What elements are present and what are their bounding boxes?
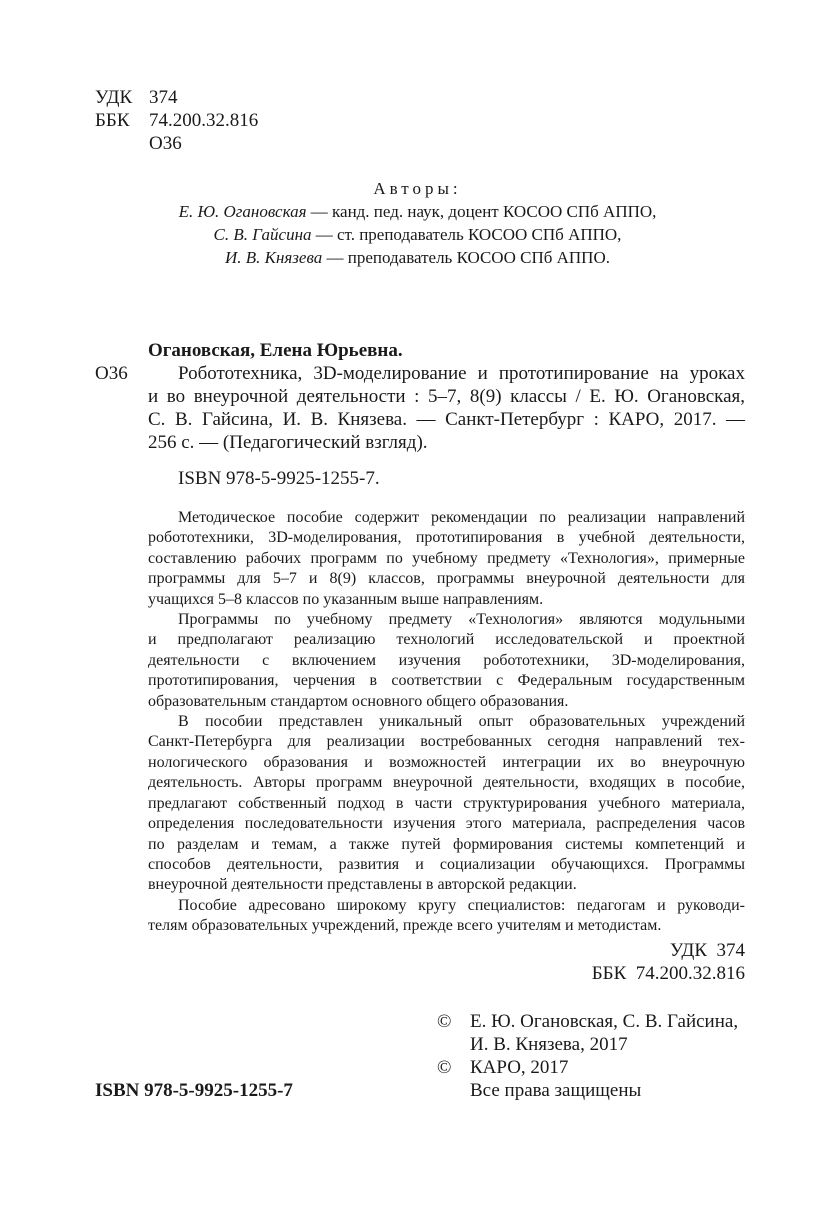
annotation-line: внеурочной деятельности представлены в авторской редакции.: [148, 876, 577, 894]
annotation: [148, 508, 745, 937]
classification-codes: [95, 86, 258, 155]
annotation-line: и предполагают реализацию технологий исследовательской и проектной: [148, 631, 745, 649]
bbk-code: ББК 74.200.32.816: [591, 963, 745, 984]
author-role: — ст. преподаватель КОСОО СПб АППО,: [311, 225, 622, 244]
annotation-line: образовательным стандартом основного общего образования.: [148, 692, 569, 710]
annotation-line: составлению рабочих программ по учебному предмету «Технология», примерные: [148, 549, 745, 567]
annotation-line: Программы по учебному предмету «Технология» являются модульными: [178, 611, 745, 629]
annotation-line: Методическое пособие содержит рекомендации по реализации направлений: [178, 509, 745, 526]
bib-isbn: ISBN 978-5-9925-1255-7.: [178, 468, 380, 489]
annotation-line: телям образовательных учреждений, прежде всего учителям и методистам.: [148, 917, 662, 935]
udk-label: УДК: [95, 87, 133, 108]
annotation-line: определения последовательности изучения этого материала, распределения часов: [148, 815, 745, 833]
udk-code: УДК 374: [669, 940, 745, 961]
copyright-symbol: ©: [437, 1057, 452, 1078]
bib-author-mark: О36: [95, 363, 128, 384]
annotation-line: Санкт-Петербурга для реализации востребованных сегодня направлений тех-: [148, 733, 745, 751]
author-name: С. В. Гайсина: [213, 225, 312, 244]
annotation-line: способов деятельности, развития и социализации обучающихся. Программы: [148, 855, 745, 873]
bottom-classification-codes: [592, 939, 745, 985]
bib-line: 256 с. — (Педагогический взгляд).: [148, 432, 428, 453]
authors-block: [0, 177, 827, 269]
bib-line: Робототехника, 3D-моделирование и прототипирование на уроках: [178, 363, 745, 384]
annotation-line: предлагают собственный подход в части структурирования учебного материала,: [148, 794, 745, 812]
copyright-authors: Е. Ю. Огановская, С. В. Гайсина,: [470, 1011, 739, 1032]
annotation-line: прототипирования, черчения в соответствии с Федеральным государственным: [148, 672, 745, 690]
bbk-label: ББК: [95, 110, 130, 131]
author-role: — преподаватель КОСОО СПб АППО.: [322, 248, 610, 267]
authors-heading: Авторы:: [373, 179, 462, 198]
author-line: [0, 200, 827, 223]
bib-author-heading: Огановская, Елена Юрьевна.: [148, 340, 403, 361]
annotation-line: Пособие адресовано широкому кругу специалистов: педагогам и руководи-: [178, 896, 745, 914]
annotation-line: учащихся 5–8 классов по указанным выше направлениям.: [148, 590, 544, 608]
author-name: Е. Ю. Огановская: [178, 202, 307, 221]
author-mark: О36: [149, 133, 182, 154]
bib-line: и во внеурочной деятельности : 5–7, 8(9) классы / Е. Ю. Огановская,: [148, 386, 745, 407]
bib-line: С. В. Гайсина, И. В. Князева. — Санкт-Петербург : КАРО, 2017. —: [148, 409, 745, 430]
author-line: [0, 223, 827, 246]
isbn-bold: ISBN 978-5-9925-1255-7: [95, 1080, 293, 1101]
author-name: И. В. Князева: [225, 248, 323, 267]
annotation-line: по разделам и темам, а также путей формирования системы компетенций и: [148, 835, 745, 853]
annotation-line: нологического образования и возможностей интеграции их во внеурочную: [148, 753, 745, 771]
bibliographic-record: [148, 339, 745, 454]
udk-value: 374: [149, 87, 178, 108]
bbk-value: 74.200.32.816: [149, 110, 259, 131]
copyright-symbol: ©: [437, 1011, 452, 1032]
annotation-line: робототехники, 3D-моделирования, прототипирования в учебной деятельности,: [148, 529, 745, 547]
author-role: — канд. пед. наук, доцент КОСОО СПб АППО,: [306, 202, 657, 221]
rights-reserved: Все права защищены: [470, 1080, 642, 1101]
annotation-line: программы для 5–7 и 8(9) классов, программы внеурочной деятельности для: [148, 570, 745, 588]
copyright-block: [437, 1010, 738, 1102]
annotation-line: деятельности с включением изучения робототехники, 3D-моделирования,: [148, 651, 745, 669]
annotation-line: деятельность. Авторы программ внеурочной деятельности, входящих в пособие,: [148, 774, 745, 792]
copyright-authors-cont: И. В. Князева, 2017: [470, 1034, 628, 1055]
copyright-publisher: КАРО, 2017: [470, 1057, 569, 1078]
annotation-line: В пособии представлен уникальный опыт образовательных учреждений: [178, 713, 745, 731]
author-line: [0, 246, 827, 269]
